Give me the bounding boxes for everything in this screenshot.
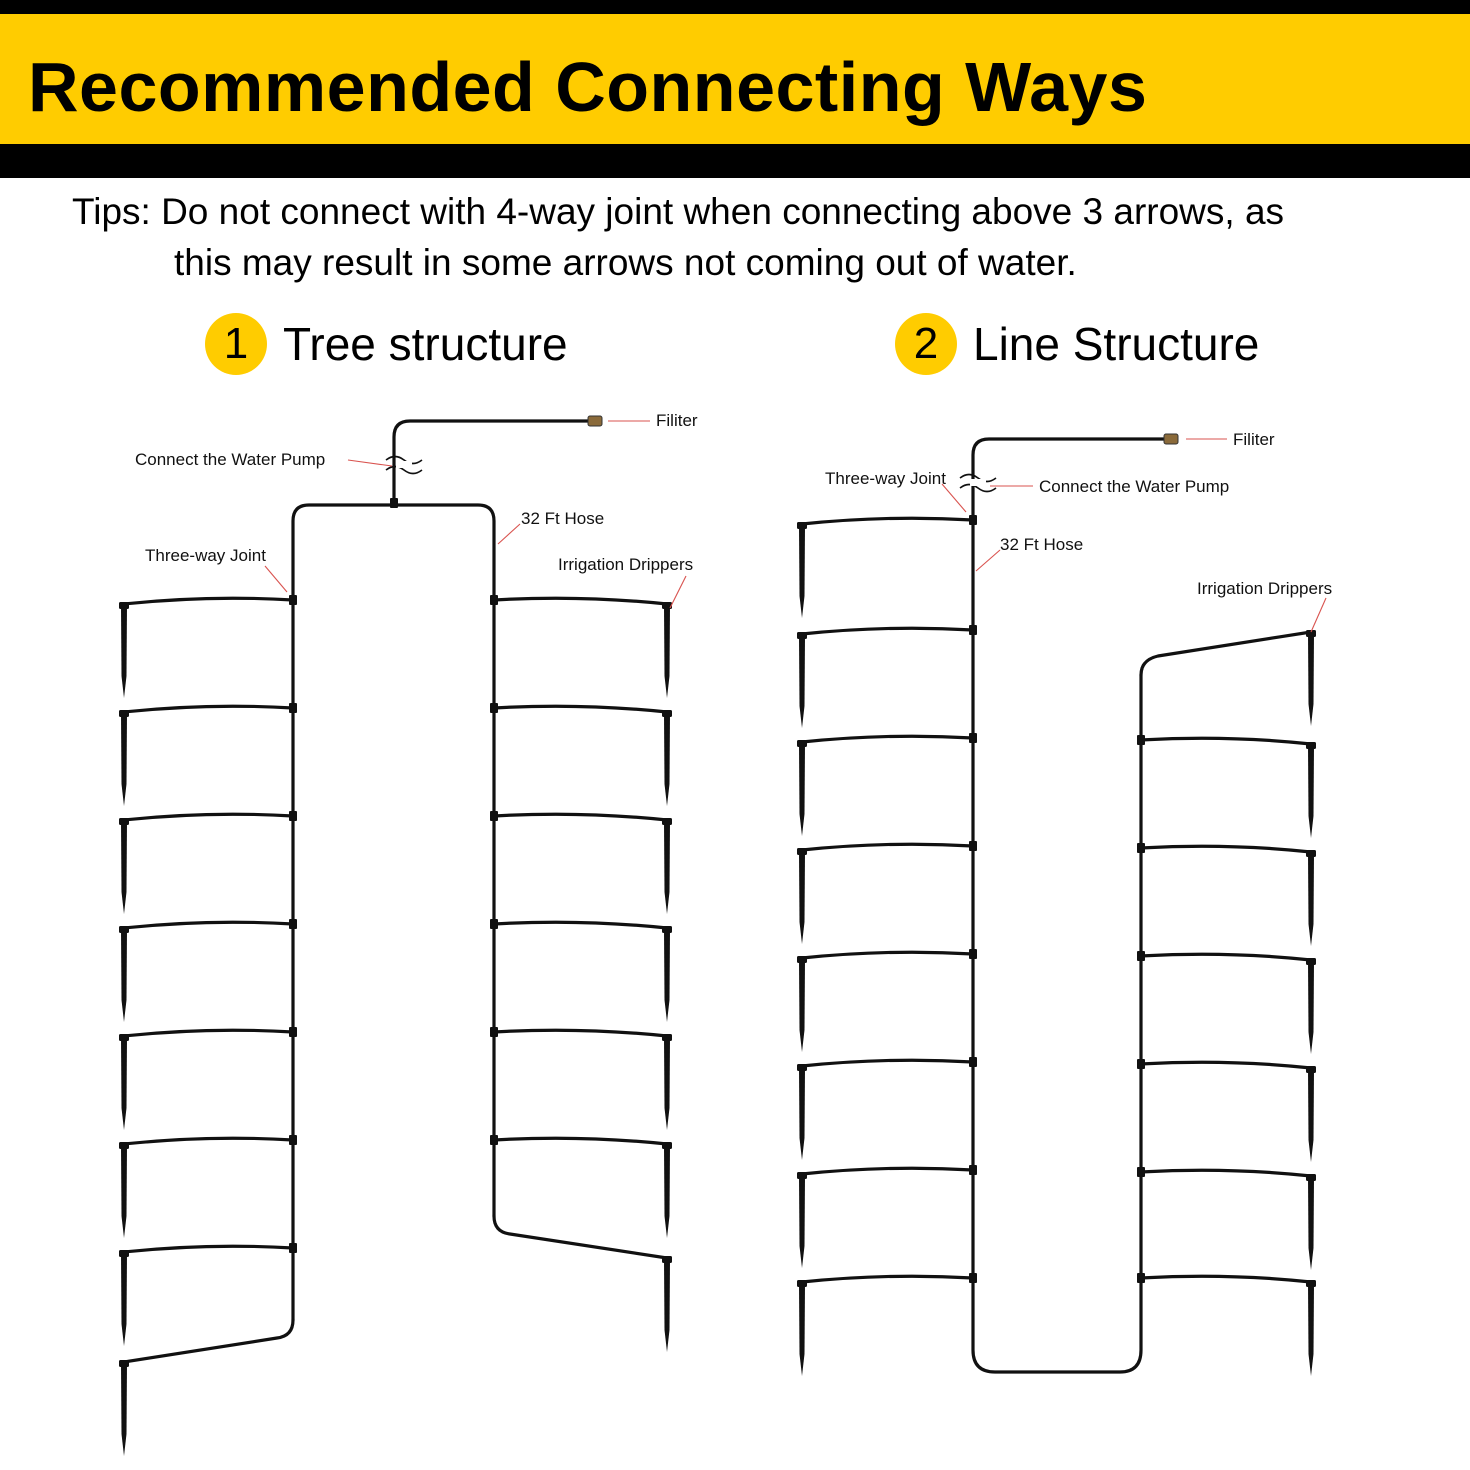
filter-icon — [588, 416, 602, 426]
label-leader-line — [976, 550, 1000, 571]
hose-branch — [1141, 1062, 1311, 1068]
hose-branch-end — [494, 1216, 667, 1258]
three-way-joint-icon — [289, 1243, 297, 1253]
three-way-joint-icon — [969, 949, 977, 959]
hose-branch — [494, 706, 667, 712]
three-way-joint-icon — [969, 515, 977, 525]
label-leader-line — [498, 524, 520, 544]
dripper-stake-icon — [799, 636, 805, 728]
dripper-cap-icon — [662, 710, 672, 717]
three-way-joint-icon — [490, 1027, 498, 1037]
dripper-stake-icon — [799, 1284, 805, 1376]
three-way-joint-icon — [1137, 1273, 1145, 1283]
hose-branch — [1141, 954, 1311, 960]
three-way-joint-icon — [390, 498, 398, 508]
hose-branch — [124, 814, 293, 820]
three-way-joint-icon — [969, 1057, 977, 1067]
dripper-cap-icon — [119, 818, 129, 825]
section-title-line: Line Structure — [973, 318, 1260, 370]
dripper-stake-icon — [121, 1364, 127, 1456]
dripper-stake-icon — [1308, 854, 1314, 946]
hose-branch — [124, 598, 293, 604]
hose-branch — [802, 1276, 973, 1282]
three-way-joint-icon — [289, 919, 297, 929]
three-way-joint-icon — [490, 595, 498, 605]
hose-branch — [1141, 1170, 1311, 1176]
dripper-stake-icon — [121, 714, 127, 806]
tips-line-2: this may result in some arrows not coming out of water. — [174, 242, 1077, 283]
dripper-stake-icon — [121, 822, 127, 914]
dripper-stake-icon — [664, 822, 670, 914]
hose-branch — [1141, 738, 1311, 744]
label-water-pump: Connect the Water Pump — [1039, 477, 1230, 496]
dripper-stake-icon — [121, 1038, 127, 1130]
hose-branch — [494, 922, 667, 928]
hose-branch — [124, 922, 293, 928]
dripper-cap-icon — [1306, 1066, 1316, 1073]
label-leader-line — [1311, 598, 1326, 632]
section-number-badge: 2 — [895, 313, 957, 375]
dripper-cap-icon — [797, 1280, 807, 1287]
dripper-cap-icon — [119, 710, 129, 717]
hose-branch — [124, 1246, 293, 1252]
dripper-stake-icon — [121, 1146, 127, 1238]
hose-branch — [802, 518, 973, 524]
hose-branch — [494, 598, 667, 604]
hose-branch-end — [124, 1320, 293, 1362]
dripper-stake-icon — [664, 714, 670, 806]
pump-break-gap — [396, 461, 412, 468]
hose-branch — [494, 1030, 667, 1036]
dripper-cap-icon — [662, 1142, 672, 1149]
dripper-stake-icon — [799, 744, 805, 836]
label-leader-line — [670, 576, 686, 608]
three-way-joint-icon — [289, 595, 297, 605]
dripper-cap-icon — [662, 1034, 672, 1041]
page-title: Recommended Connecting Ways — [28, 48, 1148, 126]
three-way-joint-icon — [289, 1027, 297, 1037]
section-title-tree: Tree structure — [283, 318, 568, 370]
three-way-joint-icon — [1137, 1059, 1145, 1069]
dripper-cap-icon — [119, 1142, 129, 1149]
dripper-cap-icon — [119, 1360, 129, 1367]
hose-branch — [124, 1138, 293, 1144]
dripper-stake-icon — [664, 930, 670, 1022]
dripper-stake-icon — [664, 1260, 670, 1352]
dripper-cap-icon — [119, 602, 129, 609]
dripper-stake-icon — [664, 1038, 670, 1130]
dripper-cap-icon — [797, 1064, 807, 1071]
three-way-joint-icon — [490, 811, 498, 821]
dripper-cap-icon — [119, 926, 129, 933]
dripper-cap-icon — [797, 848, 807, 855]
hose-branch-end — [1141, 632, 1311, 675]
label-hose: 32 Ft Hose — [521, 509, 605, 528]
hose-branch — [494, 1138, 667, 1144]
hose-branch — [802, 628, 973, 634]
label-filter: Filiter — [1233, 430, 1275, 449]
dripper-stake-icon — [664, 606, 670, 698]
dripper-cap-icon — [797, 740, 807, 747]
dripper-stake-icon — [121, 930, 127, 1022]
dripper-stake-icon — [1308, 1178, 1314, 1270]
hose-branch — [1141, 1276, 1311, 1282]
three-way-joint-icon — [289, 703, 297, 713]
filter-icon — [1164, 434, 1178, 444]
dripper-stake-icon — [799, 960, 805, 1052]
dripper-cap-icon — [662, 818, 672, 825]
three-way-joint-icon — [969, 1273, 977, 1283]
dripper-stake-icon — [121, 606, 127, 698]
hose-branch — [124, 1030, 293, 1036]
hose-main-tree-loop — [293, 505, 494, 1320]
dripper-cap-icon — [797, 522, 807, 529]
dripper-cap-icon — [1306, 958, 1316, 965]
label-three-way-joint: Three-way Joint — [145, 546, 266, 565]
label-filter: Filiter — [656, 411, 698, 430]
label-irrigation-drippers: Irrigation Drippers — [558, 555, 694, 574]
dripper-cap-icon — [797, 632, 807, 639]
hose-branch — [802, 1060, 973, 1066]
three-way-joint-icon — [969, 841, 977, 851]
hose-main-line — [973, 439, 1172, 1372]
dripper-cap-icon — [119, 1250, 129, 1257]
dripper-stake-icon — [1308, 634, 1314, 726]
hose-main-tree — [394, 421, 596, 500]
three-way-joint-icon — [1137, 1167, 1145, 1177]
three-way-joint-icon — [1137, 951, 1145, 961]
three-way-joint-icon — [490, 919, 498, 929]
dripper-cap-icon — [797, 1172, 807, 1179]
hose-branch — [494, 814, 667, 820]
three-way-joint-icon — [969, 733, 977, 743]
three-way-joint-icon — [490, 703, 498, 713]
dripper-cap-icon — [1306, 1280, 1316, 1287]
dripper-stake-icon — [799, 526, 805, 618]
hose-branch — [802, 952, 973, 958]
dripper-cap-icon — [1306, 742, 1316, 749]
dripper-stake-icon — [1308, 1284, 1314, 1376]
dripper-cap-icon — [662, 926, 672, 933]
dripper-stake-icon — [121, 1254, 127, 1346]
three-way-joint-icon — [1137, 843, 1145, 853]
dripper-stake-icon — [799, 1068, 805, 1160]
label-three-way-joint: Three-way Joint — [825, 469, 946, 488]
section-number-badge: 1 — [205, 313, 267, 375]
hose-branch — [802, 736, 973, 742]
hose-branch — [802, 1168, 973, 1174]
dripper-cap-icon — [1306, 1174, 1316, 1181]
hose-branch — [124, 706, 293, 712]
three-way-joint-icon — [490, 1135, 498, 1145]
dripper-cap-icon — [1306, 850, 1316, 857]
three-way-joint-icon — [289, 1135, 297, 1145]
label-leader-line — [265, 566, 287, 592]
label-leader-line — [348, 460, 392, 466]
dripper-cap-icon — [119, 1034, 129, 1041]
dripper-stake-icon — [664, 1146, 670, 1238]
three-way-joint-icon — [969, 625, 977, 635]
dripper-cap-icon — [797, 956, 807, 963]
three-way-joint-icon — [289, 811, 297, 821]
dripper-stake-icon — [1308, 1070, 1314, 1162]
dripper-stake-icon — [1308, 746, 1314, 838]
dripper-stake-icon — [799, 852, 805, 944]
hose-branch — [1141, 846, 1311, 852]
dripper-stake-icon — [1308, 962, 1314, 1054]
three-way-joint-icon — [969, 1165, 977, 1175]
label-hose: 32 Ft Hose — [1000, 535, 1084, 554]
three-way-joint-icon — [1137, 735, 1145, 745]
hose-branch — [802, 844, 973, 850]
dripper-stake-icon — [799, 1176, 805, 1268]
pump-break-gap — [970, 479, 986, 486]
dripper-cap-icon — [662, 1256, 672, 1263]
label-irrigation-drippers: Irrigation Drippers — [1197, 579, 1333, 598]
tips-line-1: Tips: Do not connect with 4-way joint when connecting above 3 arrows, as — [72, 191, 1285, 232]
label-water-pump: Connect the Water Pump — [135, 450, 326, 469]
